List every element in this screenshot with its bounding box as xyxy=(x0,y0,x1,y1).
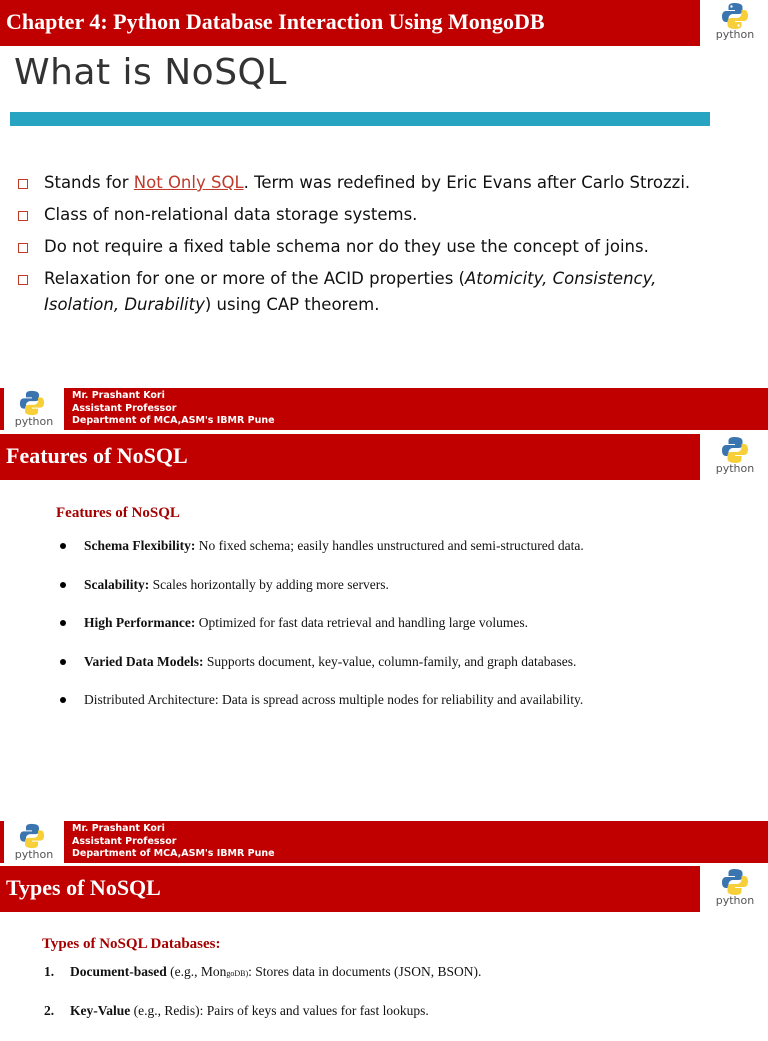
author-info xyxy=(72,823,275,861)
author-info xyxy=(72,390,275,428)
feature-name: High Performance: xyxy=(84,615,196,630)
type-name: Key-Value xyxy=(70,1003,131,1018)
author-department: Department of MCA,ASM's IBMR Pune xyxy=(72,848,275,859)
features-subheading: Features of NoSQL xyxy=(56,505,180,521)
type-description: (e.g., Redis): Pairs of keys and values for fast lookups. xyxy=(130,1003,429,1018)
python-logo-text: python xyxy=(14,415,54,428)
list-item xyxy=(60,537,760,576)
nosql-definition-list xyxy=(18,170,718,324)
list-item xyxy=(18,202,718,228)
python-logo xyxy=(4,821,64,863)
list-item xyxy=(18,266,718,318)
list-item-text: Class of non-relational data storage systems. xyxy=(44,205,418,224)
author-role: Assistant Professor xyxy=(72,835,177,847)
slide-footer xyxy=(0,821,768,863)
bullet-dot-icon xyxy=(60,582,66,588)
heading-underline-bar xyxy=(10,112,710,126)
list-item-text: . Term was redefined by Eric Evans after Carlo Strozzi. xyxy=(243,173,691,192)
types-subheading: Types of NoSQL Databases: xyxy=(42,936,221,952)
acid-properties: Atomicity, Consistency, Isolation, Durability xyxy=(44,269,657,314)
list-number: 1. xyxy=(44,964,55,979)
types-list xyxy=(44,963,744,1041)
bullet-dot-icon xyxy=(60,659,66,665)
python-logo-icon xyxy=(721,436,749,464)
square-bullet-icon xyxy=(18,243,28,253)
features-list xyxy=(60,537,760,730)
feature-name: Varied Data Models: xyxy=(84,653,204,669)
bullet-dot-icon xyxy=(60,697,66,703)
type-example-small: goDB) xyxy=(226,969,249,978)
author-department: Department of MCA,ASM's IBMR Pune xyxy=(72,415,275,426)
python-logo xyxy=(704,0,766,46)
feature-description: Scales horizontally by adding more servers. xyxy=(149,576,389,592)
not-only-sql-phrase: Not Only SQL xyxy=(133,173,244,192)
list-item xyxy=(44,963,744,1002)
feature-description: No fixed schema; easily handles unstructured and semi-structured data. xyxy=(195,538,584,553)
author-name: Mr. Prashant Kori xyxy=(72,390,165,401)
type-description: : Stores data in documents (JSON, BSON). xyxy=(248,964,482,979)
list-number: 2. xyxy=(44,1003,55,1018)
square-bullet-icon xyxy=(18,275,28,285)
python-logo-text: python xyxy=(14,848,54,861)
list-item-text: Stands for xyxy=(44,173,134,192)
feature-description: Optimized for fast data retrieval and handling large volumes. xyxy=(195,615,528,630)
list-item xyxy=(60,614,760,653)
author-role: Assistant Professor xyxy=(72,402,177,414)
feature-name: Schema Flexibility: xyxy=(84,538,196,553)
python-logo-text: python xyxy=(715,462,755,475)
slide-heading: What is NoSQL xyxy=(14,52,287,93)
types-title: Types of NoSQL xyxy=(6,875,161,900)
list-item xyxy=(44,1002,744,1041)
python-logo-icon xyxy=(721,868,749,896)
python-logo xyxy=(704,434,766,480)
feature-description: Distributed Architecture: Data is spread across multiple nodes for reliability and availability. xyxy=(84,692,584,707)
chapter-title-band xyxy=(0,0,700,46)
python-logo-text: python xyxy=(715,28,755,41)
python-logo-icon xyxy=(18,390,46,416)
python-logo-text: python xyxy=(715,894,755,907)
list-item xyxy=(60,576,760,615)
list-item xyxy=(60,653,760,692)
bullet-dot-icon xyxy=(60,620,66,626)
bullet-dot-icon xyxy=(60,543,66,549)
slide-footer xyxy=(0,388,768,430)
list-item-text: Do not require a fixed table schema nor do they use the concept of joins. xyxy=(44,237,649,256)
python-logo-icon xyxy=(18,823,46,849)
features-title: Features of NoSQL xyxy=(6,443,188,468)
python-logo xyxy=(4,388,64,430)
types-title-band xyxy=(0,866,700,912)
square-bullet-icon xyxy=(18,179,28,189)
feature-description: Supports document, key-value, column-family, and graph databases. xyxy=(203,653,577,669)
type-name: Document-based xyxy=(70,964,167,979)
list-item xyxy=(18,170,718,196)
chapter-title: Chapter 4: Python Database Interaction Using MongoDB xyxy=(6,9,545,34)
feature-name: Scalability: xyxy=(84,576,150,592)
author-name: Mr. Prashant Kori xyxy=(72,823,165,834)
features-title-band xyxy=(0,434,700,480)
square-bullet-icon xyxy=(18,211,28,221)
python-logo-icon xyxy=(721,2,749,30)
list-item xyxy=(60,691,760,730)
list-item-text: Relaxation for one or more of the ACID properties ( xyxy=(44,269,465,288)
list-item-text: ) using CAP theorem. xyxy=(204,295,380,314)
type-example: (e.g., Mon xyxy=(166,964,227,979)
list-item xyxy=(18,234,718,260)
python-logo xyxy=(704,866,766,912)
